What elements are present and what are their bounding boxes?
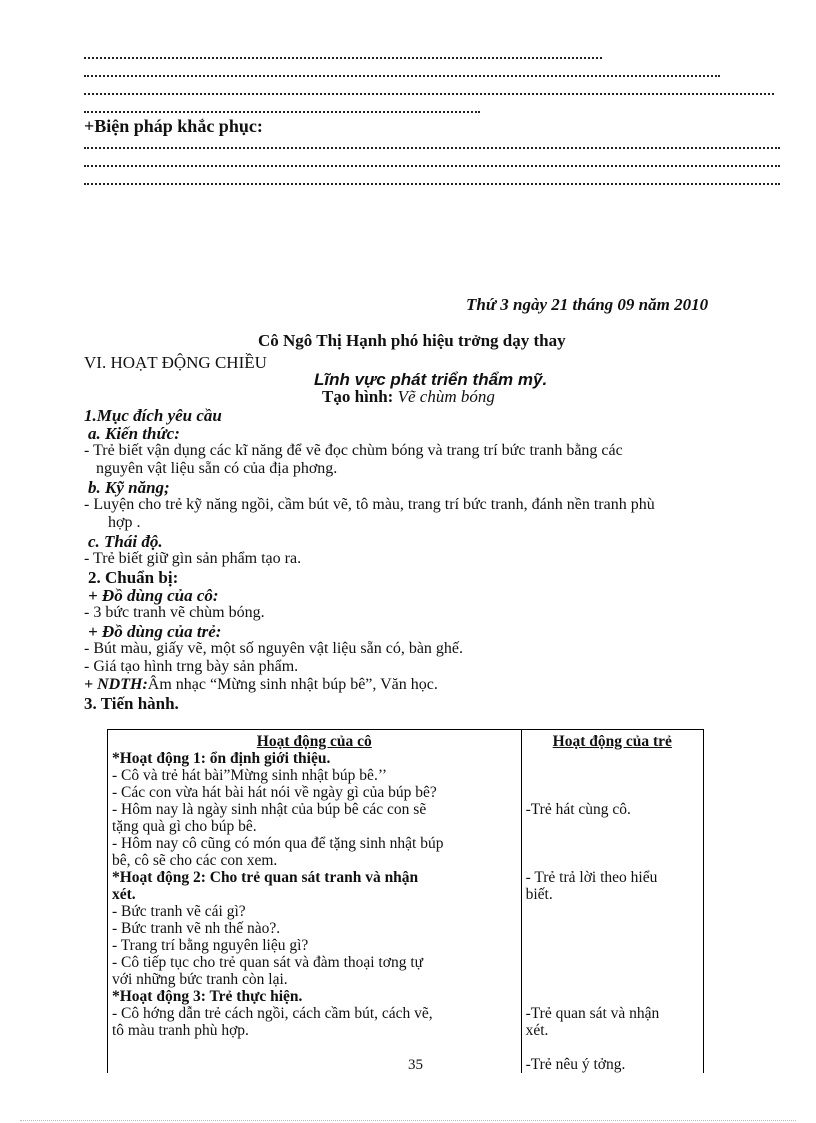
child-tools-line-1: - Bút màu, giấy vẽ, một số nguyên vật liệu sẵn có, bàn ghế. — [84, 640, 464, 657]
teacher-tools-line: - 3 bức tranh vẽ chùm bóng. — [84, 604, 265, 621]
dotted-line-3 — [84, 90, 774, 95]
activity-2-title-1: *Hoạt động 2: Cho trẻ quan sát tranh và nhận — [112, 869, 419, 886]
activity-2-title-2: xét. — [112, 886, 136, 903]
activity-1-line-2: - Các con vừa hát bài hát nói về ngày gì của búp bê? — [112, 784, 437, 801]
activity-table — [107, 729, 704, 1073]
child-activity-cell — [521, 750, 703, 1073]
col-teacher-label: Hoạt động của cô — [256, 733, 372, 750]
table-body-row — [108, 750, 704, 1073]
child-response-2a: - Trẻ trả lời theo hiểu — [525, 869, 658, 886]
knowledge-heading: a. Kiến thức: — [88, 424, 180, 443]
col-child-header — [521, 730, 703, 751]
fix-heading: +Biện pháp khắc phục: — [84, 116, 263, 136]
topic-line — [322, 387, 495, 407]
child-response-1: -Trẻ hát cùng cô. — [525, 801, 631, 818]
activity-1-line-6: bê, cô sẽ cho các con xem. — [112, 852, 278, 869]
activity-1-line-3: - Hôm nay là ngày sinh nhật của búp bê các con sẽ — [112, 801, 427, 818]
topic-label: Tạo hình: — [322, 387, 394, 406]
activity-2-line-2: - Bức tranh vẽ nh thế nào?. — [112, 920, 281, 937]
ndth-line — [84, 676, 438, 694]
activity-3-line-2: tô màu tranh phù hợp. — [112, 1022, 249, 1039]
activity-2-line-1: - Bức tranh vẽ cái gì? — [112, 903, 246, 920]
col-teacher-header — [108, 730, 522, 751]
activity-1-line-1: - Cô và trẻ hát bài”Mừng sinh nhật búp bê.’’ — [112, 767, 387, 784]
dotted-line-4 — [84, 108, 480, 113]
child-response-2b: biết. — [525, 886, 553, 903]
ndth-value: Âm nhạc “Mừng sinh nhật búp bê”, Văn học. — [147, 676, 438, 693]
activity-1-line-5: - Hôm nay cô cũng có món qua để tặng sinh nhật búp — [112, 835, 444, 852]
activity-1-line-4: tặng quà gì cho búp bê. — [112, 818, 257, 835]
activity-2-line-5: với những bức tranh còn lại. — [112, 971, 288, 988]
procedure-heading: 3. Tiến hành. — [84, 694, 179, 713]
skills-heading: b. Kỹ năng; — [88, 478, 170, 497]
skills-line-2: hợp . — [108, 514, 141, 531]
activity-3-title: *Hoạt động 3: Trẻ thực hiện. — [112, 988, 303, 1005]
skills-line-1: - Luyện cho trẻ kỹ năng ngồi, cầm bút vẽ, tô màu, trang trí bức tranh, đánh nền tranh phù — [84, 496, 655, 513]
topic-value: Vẽ chùm bóng — [397, 387, 495, 406]
page-number: 35 — [408, 1057, 423, 1073]
dotted-line-6 — [84, 162, 780, 167]
teacher-tools-heading: + Đồ dùng của cô: — [88, 586, 219, 605]
child-response-3b: xét. — [525, 1022, 549, 1039]
teacher-activity-cell — [108, 750, 522, 1073]
child-response-3a: -Trẻ quan sát và nhận — [525, 1005, 660, 1022]
goals-heading: 1.Mục đích yêu cầu — [84, 406, 222, 425]
table-header-row — [108, 730, 704, 751]
activity-1-title: *Hoạt động 1: ổn định giới thiệu. — [112, 750, 331, 767]
ndth-label: + NDTH: — [84, 676, 148, 693]
activity-2-line-4: - Cô tiếp tục cho trẻ quan sát và đàm thoại tơng tự — [112, 954, 424, 971]
knowledge-line-1: - Trẻ biết vận dụng các kĩ năng để vẽ đọc chùm bóng và trang trí bức tranh bằng các — [84, 442, 623, 459]
dotted-line-7 — [84, 180, 780, 185]
section-title: VI. HOẠT ĐỘNG CHIỀU — [84, 353, 267, 372]
teacher-note: Cô Ngô Thị Hạnh phó hiệu trởng dạy thay — [258, 331, 566, 350]
dotted-line-5 — [84, 144, 780, 149]
dotted-line-2 — [84, 72, 720, 77]
child-tools-line-2: - Giá tạo hình trng bày sản phẩm. — [84, 658, 299, 675]
col-child-label: Hoạt động của trẻ — [552, 733, 672, 750]
bottom-rule — [20, 1120, 796, 1121]
attitude-line: - Trẻ biết giữ gìn sản phẩm tạo ra. — [84, 550, 302, 567]
prep-heading: 2. Chuẩn bị: — [88, 568, 179, 587]
child-tools-heading: + Đồ dùng của trẻ: — [88, 622, 222, 641]
field-title: Lĩnh vực phát triển thẩm mỹ. — [314, 370, 548, 389]
activity-2-line-3: - Trang trí bằng nguyên liệu gì? — [112, 937, 309, 954]
date-line: Thứ 3 ngày 21 tháng 09 năm 2010 — [466, 295, 709, 314]
knowledge-line-2: nguyên vật liệu sẵn có của địa phơng. — [96, 460, 338, 477]
dotted-line-1 — [84, 54, 602, 59]
attitude-heading: c. Thái độ. — [88, 532, 163, 551]
child-response-4: -Trẻ nêu ý tởng. — [525, 1056, 626, 1073]
activity-3-line-1: - Cô hớng dẫn trẻ cách ngồi, cách cầm bút, cách vẽ, — [112, 1005, 433, 1022]
